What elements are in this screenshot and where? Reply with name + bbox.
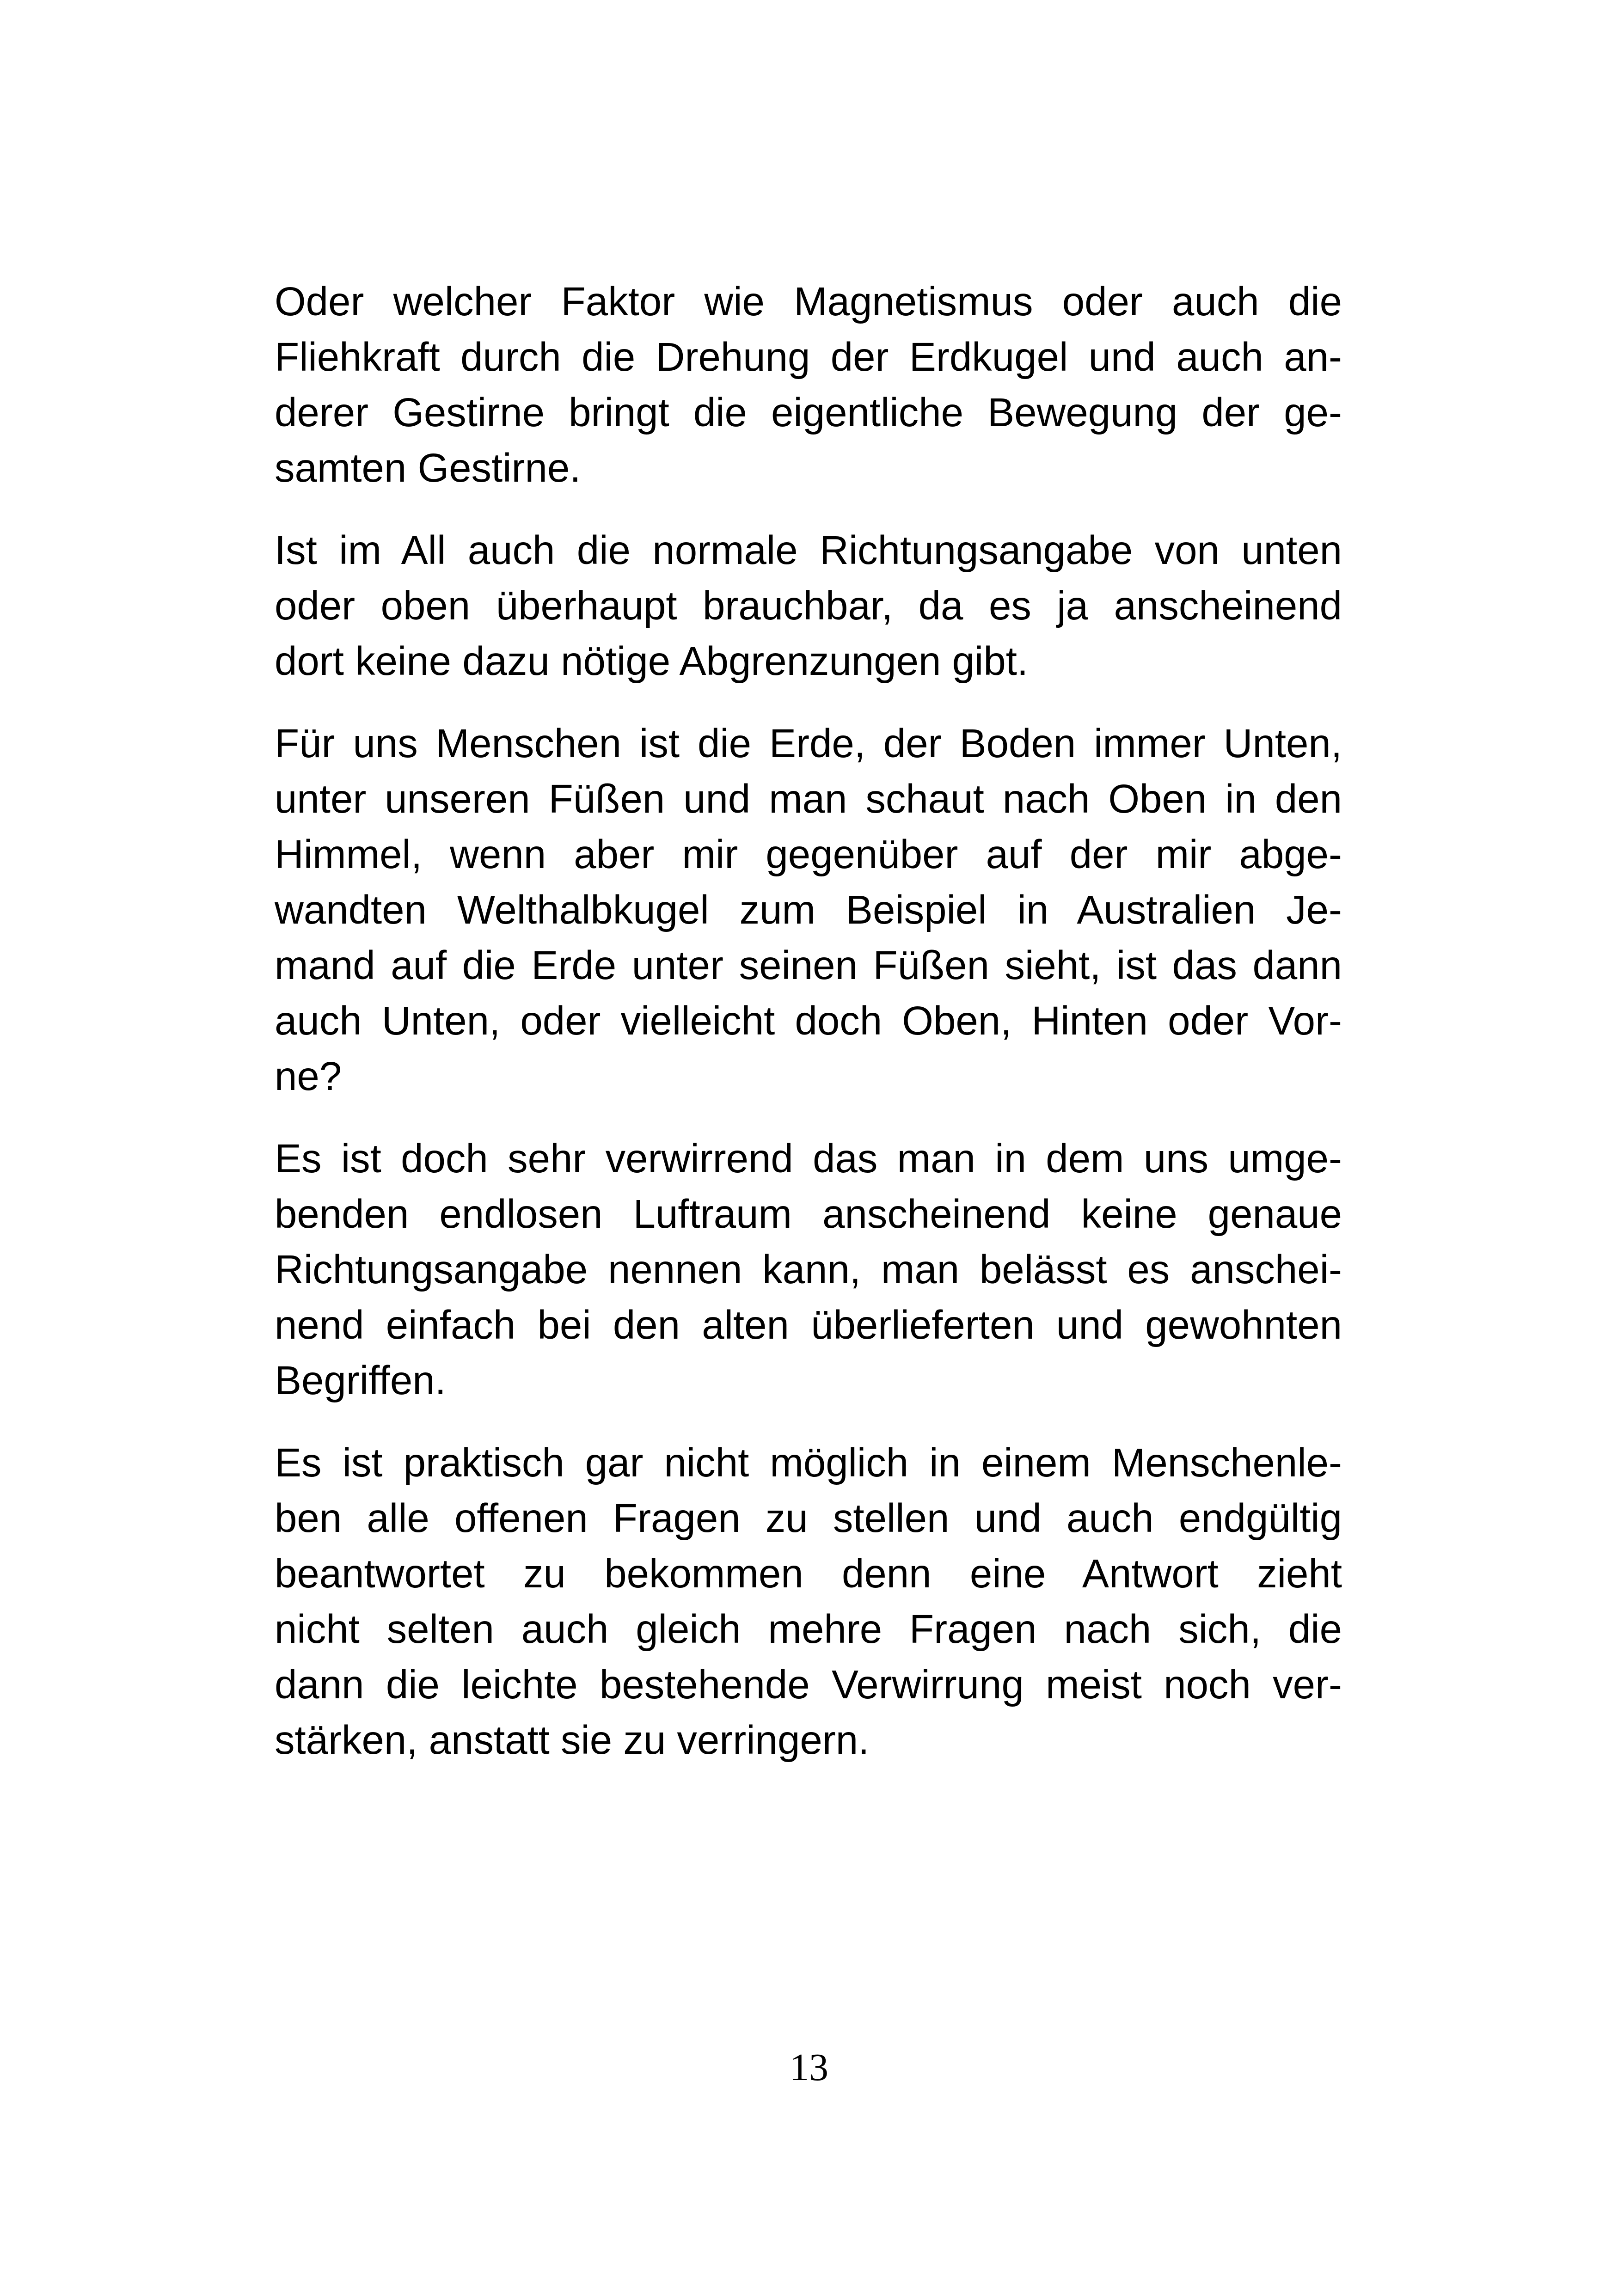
text-line: samten Gestirne. bbox=[275, 446, 581, 490]
page-number: 13 bbox=[790, 2046, 828, 2089]
text-line: Für uns Menschen ist die Erde, der Boden immer Unten, bbox=[275, 721, 1342, 766]
text-line: derer Gestirne bringt die eigentliche Bewegung der ge- bbox=[275, 390, 1342, 435]
text-line: mand auf die Erde unter seinen Füßen sieht, ist das dann bbox=[275, 943, 1342, 988]
text-line: Fliehkraft durch die Drehung der Erdkugel und auch an- bbox=[275, 335, 1342, 380]
text-line: ben alle offenen Fragen zu stellen und auch endgültig bbox=[275, 1496, 1342, 1541]
text-line: ne? bbox=[275, 1054, 342, 1099]
text-line: Es ist doch sehr verwirrend das man in dem uns umge- bbox=[275, 1136, 1342, 1181]
paragraph-4 bbox=[275, 1131, 1342, 1408]
text-line: Himmel, wenn aber mir gegenüber auf der mir abge- bbox=[275, 832, 1342, 877]
paragraph-3 bbox=[275, 716, 1342, 1104]
paragraph-5 bbox=[275, 1435, 1342, 1768]
text-line: oder oben überhaupt brauchbar, da es ja anscheinend bbox=[275, 583, 1342, 628]
text-line: auch Unten, oder vielleicht doch Oben, Hinten oder Vor- bbox=[275, 998, 1342, 1043]
text-line: wandten Welthalbkugel zum Beispiel in Australien Je- bbox=[275, 888, 1342, 932]
text-block bbox=[275, 274, 1342, 1768]
text-line: Oder welcher Faktor wie Magnetismus oder auch die bbox=[275, 279, 1342, 324]
text-line: dann die leichte bestehende Verwirrung meist noch ver- bbox=[275, 1662, 1342, 1707]
text-line: Ist im All auch die normale Richtungsangabe von unten bbox=[275, 528, 1342, 573]
text-line: nicht selten auch gleich mehre Fragen nach sich, die bbox=[275, 1607, 1342, 1652]
paragraph-1 bbox=[275, 274, 1342, 496]
text-line: Es ist praktisch gar nicht möglich in einem Menschenle- bbox=[275, 1440, 1342, 1485]
text-line: nend einfach bei den alten überlieferten und gewohnten bbox=[275, 1303, 1342, 1347]
text-line: beantwortet zu bekommen denn eine Antwort zieht bbox=[275, 1551, 1342, 1596]
text-line: Begriffen. bbox=[275, 1358, 446, 1403]
text-line: stärken, anstatt sie zu verringern. bbox=[275, 1718, 870, 1763]
text-line: Richtungsangabe nennen kann, man belässt es anschei- bbox=[275, 1247, 1342, 1292]
text-line: dort keine dazu nötige Abgrenzungen gibt. bbox=[275, 639, 1029, 684]
paragraph-2 bbox=[275, 523, 1342, 689]
text-line: benden endlosen Luftraum anscheinend keine genaue bbox=[275, 1192, 1342, 1237]
text-line: unter unseren Füßen und man schaut nach Oben in den bbox=[275, 777, 1342, 821]
